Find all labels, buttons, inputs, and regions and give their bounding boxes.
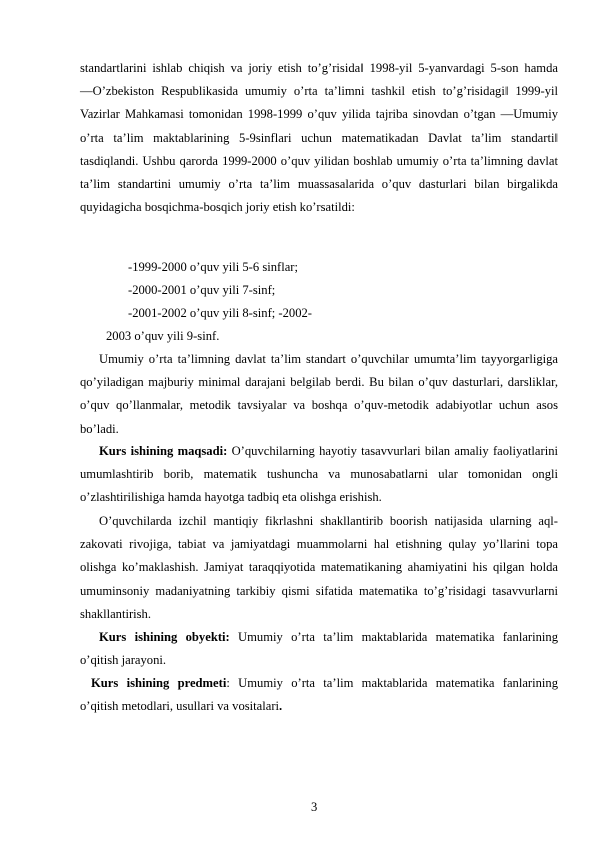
paragraph-standard-description: Umumiy o’rta ta’limning davlat ta’lim standart o’quvchilar umumta’lim tayyorgarligiga qo’yiladigan majburiy minimal darajani belgilab berdi. Bu bilan o’quv dasturlari, darsliklar, o’quv qo’llanmalar, metodik tavsiyalar va boshqa o’quv-metodik adabiyotlar uchun asos bo’ladi. bbox=[80, 352, 558, 436]
list-item-2001-2002: -2001-2002 o’quv yili 8-sinf; -2002- bbox=[128, 306, 312, 320]
course-object-label: Kurs ishining obyekti: bbox=[99, 630, 230, 644]
course-object-text: Umumiy o’rta ta’lim maktablarida matematika fanlarining o’qitish jarayoni. bbox=[80, 630, 558, 668]
paragraph-course-subject bbox=[80, 672, 558, 718]
page-number: 3 bbox=[311, 800, 318, 814]
paragraph-logical-thinking: O’quvchilarda izchil mantiqiy fikrlashni shakllantirib boorish natijasida ularning aql-zakovati rivojiga, tabiat va jamiyatdagi muammolarni hal etishning qulay yo’llarini topa olishga ko’maklashish. Jamiyat taraqqiyotida matematikaning ahamiyatini his qilgan holda umuminsoniy madaniyatning tarkibiy qismi sifatida matematika to’g’risidagi tasavvurlarni shakllantirish. bbox=[80, 514, 558, 621]
paragraph-course-goal bbox=[80, 440, 558, 510]
course-subject-text: : Umumiy o’rta ta’lim maktablarida matematika fanlarining o’qitish metodlari, usullari va vositalari bbox=[80, 676, 559, 714]
list-item-2000-2001: -2000-2001 o’quv yili 7-sinf; bbox=[128, 283, 276, 297]
course-subject-label: Kurs ishining predmeti bbox=[91, 676, 227, 690]
course-subject-end: . bbox=[279, 699, 283, 714]
list-item-1999-2000: -1999-2000 o’quv yili 5-6 sinflar; bbox=[128, 260, 298, 274]
course-goal-label: Kurs ishining maqsadi: bbox=[99, 444, 228, 458]
course-goal-text: O’quvchilarning hayotiy tasavvurlari bilan amaliy faoliyatlarini umumlashtirib borib, matematik tushuncha va munosabatlarni ular tomonidan ongli o’zlashtirilishiga hamda hayotga tadbiq eta olishga erishish. bbox=[80, 444, 559, 505]
paragraph-course-object bbox=[80, 626, 558, 672]
list-item-2002-2003: 2003 o’quv yili 9-sinf. bbox=[106, 329, 220, 343]
paragraph-standards: standartlarini ishlab chiqish va joriy etish to’g’risida‖ 1998-yil 5-yanvardagi 5-son hamda ―O’zbekiston Respublikasida umumiy o’rta ta’limni tashkil etish to’g’risidagi‖ 1999-yil Vazirlar Mahkamasi tomonidan 1998-1999 o’quv yilida tajriba sinovdan o’tgan ―Umumiy o’rta ta’lim maktablarining 5-9sinflari uchun matematikadan Davlat ta’lim standarti‖ tasdiqlandi. Ushbu qarorda 1999-2000 o’quv yilidan boshlab umumiy o’rta ta’limning davlat ta’lim standartini umumiy o’rta ta’lim muassasalarida o’quv dasturlari bilan birgalikda quyidagicha bosqichma-bosqich joriy etish ko’rsatildi: bbox=[80, 61, 558, 215]
